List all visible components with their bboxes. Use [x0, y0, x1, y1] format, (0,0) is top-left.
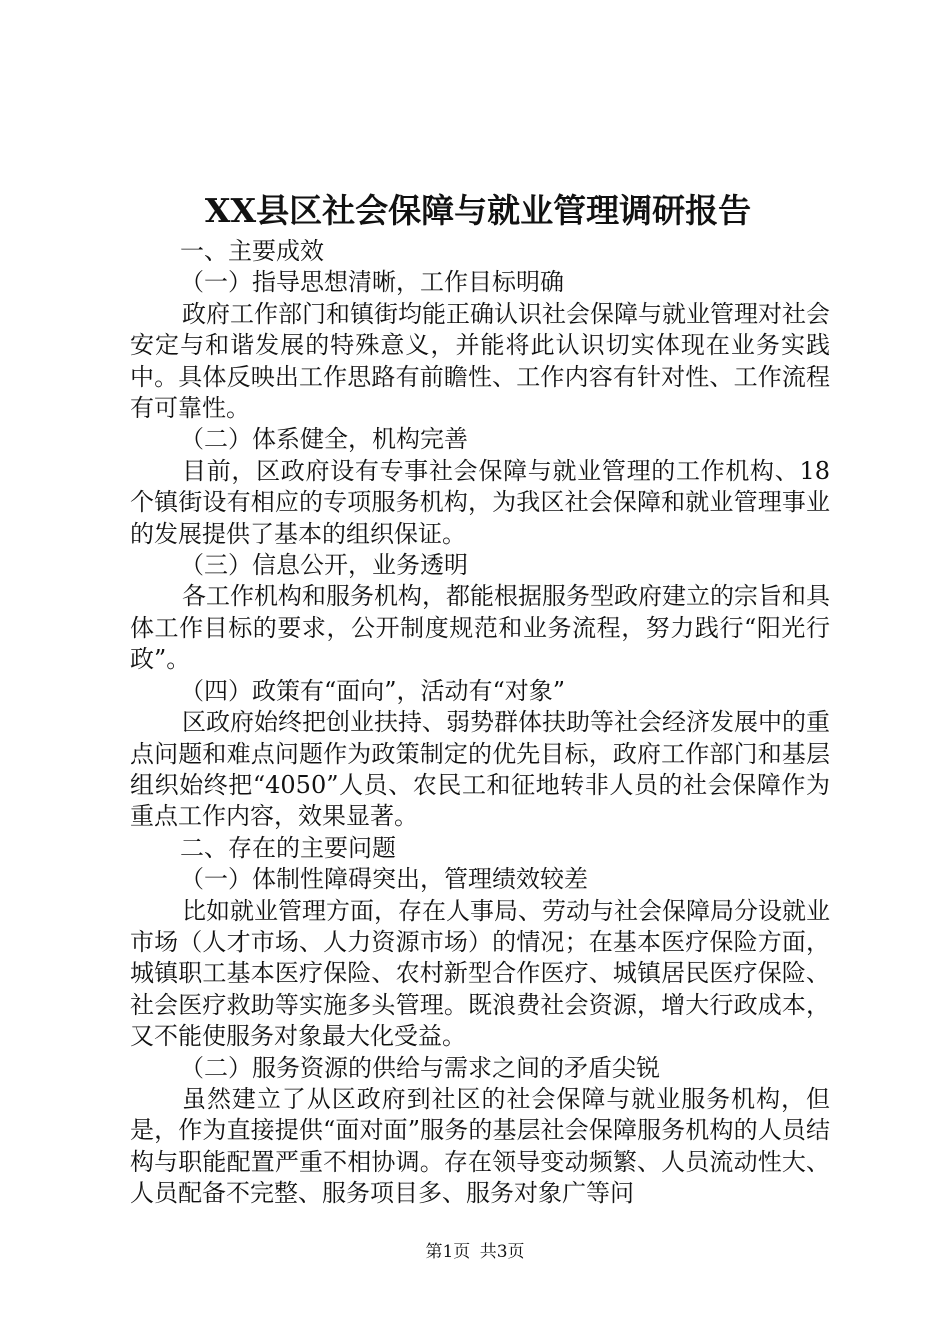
- subsection-heading-1-1: （一）指导思想清晰，工作目标明确: [180, 268, 564, 297]
- document-title: XX县区社会保障与就业管理调研报告: [204, 191, 752, 230]
- paragraph: 目前，区政府设有专事社会保障与就业管理的工作机构、18个镇街设有相应的专项服务机构，为我区社会保障和就业管理事业的发展提供了基本的组织保证。: [130, 456, 830, 548]
- subsection-heading-2-1: （一）体制性障碍突出，管理绩效较差: [180, 865, 588, 894]
- paragraph: 政府工作部门和镇街均能正确认识社会保障与就业管理对社会安定与和谐发展的特殊意义，并能将此认识切实体现在业务实践中。具体反映出工作思路有前瞻性、工作内容有针对性、工作流程有可靠性。: [130, 299, 830, 423]
- paragraph: 区政府始终把创业扶持、弱势群体扶助等社会经济发展中的重点问题和难点问题作为政策制定的优先目标，政府工作部门和基层组织始终把“4050”人员、农民工和征地转非人员的社会保障作为重点工作内容，效果显著。: [130, 708, 830, 831]
- page-total: 共3页: [479, 1242, 525, 1262]
- document-page: [130, 186, 830, 1210]
- subsection-heading-1-4: （四）政策有“面向”，活动有“对象”: [180, 676, 566, 705]
- paragraph: 虽然建立了从区政府到社区的社会保障与就业服务机构，但是，作为直接提供“面对面”服务的基层社会保障服务机构的人员结构与职能配置严重不相协调。存在领导变动频繁、人员流动性大、人员配备不完整、服务项目多、服务对象广等问: [130, 1084, 830, 1208]
- page-number: 第1页: [425, 1242, 471, 1262]
- subsection-heading-1-2: （二）体系健全，机构完善: [180, 425, 468, 454]
- section-heading-1: 一、主要成效: [180, 237, 324, 265]
- paragraph: 比如就业管理方面，存在人事局、劳动与社会保障局分设就业市场（人才市场、人力资源市场）的情况；在基本医疗保险方面，城镇职工基本医疗保险、农村新型合作医疗、城镇居民医疗保险、社会医疗救助等实施多头管理。既浪费社会资源，增大行政成本，又不能使服务对象最大化受益。: [130, 896, 830, 1051]
- paragraph: 各工作机构和服务机构，都能根据服务型政府建立的宗旨和具体工作目标的要求，公开制度规范和业务流程，努力践行“阳光行政”。: [130, 582, 830, 674]
- section-heading-2: 二、存在的主要问题: [180, 833, 396, 862]
- page-footer: [0, 1240, 950, 1264]
- subsection-heading-1-3: （三）信息公开，业务透明: [180, 551, 468, 580]
- subsection-heading-2-2: （二）服务资源的供给与需求之间的矛盾尖锐: [180, 1053, 660, 1082]
